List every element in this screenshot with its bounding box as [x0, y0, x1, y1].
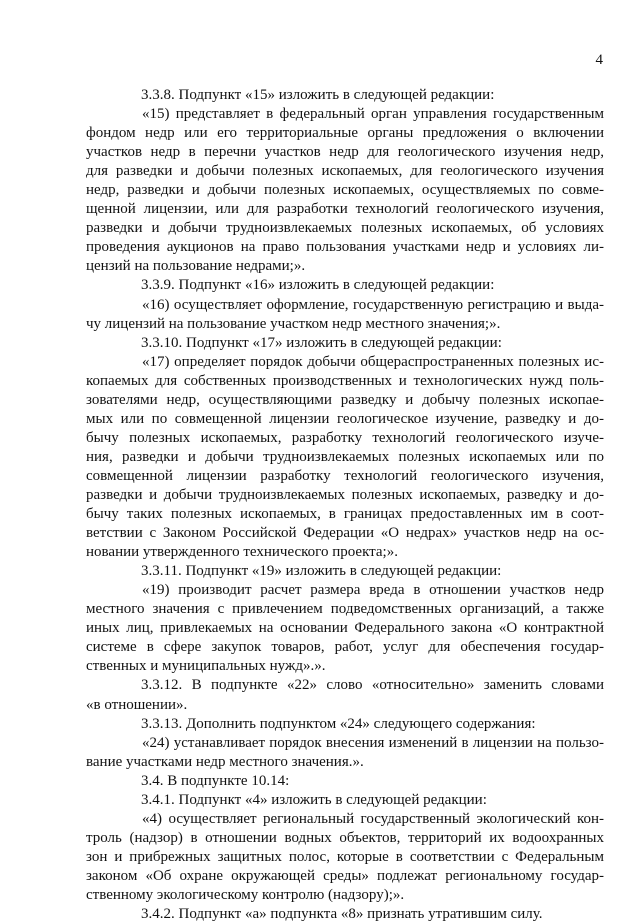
text-line: законом «Об охране окружающей среды» подлежат региональному государ- — [86, 867, 604, 884]
text-line: 3.3.12. В подпункте «22» слово «относительно» заменить словами — [141, 677, 604, 694]
text-line: ния, разведки и добычи трудноизвлекаемых полезных ископаемых или по — [86, 448, 604, 465]
text-line: 3.3.9. Подпункт «16» изложить в следующей редакции: — [141, 277, 495, 294]
text-line: участков недр в перечни участков недр для геологического изучения недр, — [86, 144, 604, 161]
text-line: 3.4.2. Подпункт «а» подпункта «8» признать утратившим силу. — [141, 906, 543, 923]
text-line: «4) осуществляет региональный государственный экологический кон- — [142, 810, 604, 827]
text-line: «в отношении». — [86, 696, 188, 713]
text-line: мых или по совмещенной лицензии геологическое изучение, разведку и до- — [86, 410, 604, 427]
text-line: для разведки и добычи полезных ископаемых, для геологического изучения — [86, 163, 604, 180]
text-line: совмещенной лицензии разработку технологий геологического изучения, — [86, 467, 604, 484]
text-line: чу лицензий на пользование участком недр местного значения;». — [86, 315, 501, 332]
text-line: новании утвержденного технического проекта;». — [86, 544, 398, 561]
text-line: 3.3.11. Подпункт «19» изложить в следующей редакции: — [141, 563, 502, 580]
text-line: троль (надзор) в отношении водных объектов, территорий их водоохранных — [86, 829, 604, 846]
text-line: ственных и муниципальных нужд».». — [86, 658, 326, 675]
text-line: 3.4. В подпункте 10.14: — [141, 772, 290, 789]
text-line: «15) представляет в федеральный орган управления государственным — [142, 106, 604, 123]
text-line: «17) определяет порядок добычи общераспространенных полезных ис- — [142, 353, 604, 370]
text-line: иных лиц, привлекаемых на основании Федерального закона «О контрактной — [86, 620, 604, 637]
text-line: щенной лицензии, или для разработки технологий геологического изучения, — [86, 201, 604, 218]
text-line: «16) осуществляет оформление, государственную регистрацию и выда- — [142, 296, 604, 313]
text-line: разведки и добычи трудноизвлекаемых полезных ископаемых, разведку и до- — [86, 486, 604, 503]
text-line: 3.4.1. Подпункт «4» изложить в следующей редакции: — [141, 791, 487, 808]
text-line: бычу полезных ископаемых, разработку технологий геологического изуче- — [86, 429, 604, 446]
text-line: недр, разведки и добычи полезных ископаемых, осуществляемых по совме- — [86, 182, 604, 199]
document-body — [86, 86, 604, 924]
text-line: «19) производит расчет размера вреда в отношении участков недр — [142, 582, 604, 599]
text-line: ственному экологическому контролю (надзору);». — [86, 886, 405, 903]
text-line: вание участками недр местного значения.». — [86, 753, 364, 770]
text-line: 3.3.10. Подпункт «17» изложить в следующей редакции: — [141, 334, 502, 351]
text-line: 3.3.8. Подпункт «15» изложить в следующей редакции: — [141, 87, 495, 103]
text-line: местного значения с привлечением подведомственных организаций, а также — [86, 601, 604, 618]
text-line: «24) устанавливает порядок внесения изменений в лицензии на пользо- — [142, 734, 604, 751]
text-line: цензий на пользование недрами;». — [86, 258, 306, 275]
text-line: ветствии с Законом Российской Федерации «О недрах» участков недр на ос- — [86, 525, 604, 542]
text-line: копаемых для собственных производственных и технологических нужд поль- — [86, 372, 604, 389]
text-line: 3.3.13. Дополнить подпунктом «24» следующего содержания: — [141, 715, 536, 732]
text-line: фондом недр или его территориальные органы предложения о включении — [86, 125, 604, 142]
text-line: системе в сфере закупок товаров, работ, услуг для обеспечения государ- — [86, 639, 604, 656]
text-line: проведения аукционов на право пользования участками недр и условиях ли- — [86, 239, 604, 256]
text-line: зователями недр, осуществляющими разведку и добычу полезных ископае- — [86, 391, 604, 408]
page-number: 4 — [595, 52, 603, 68]
text-line: разведки и добычи трудноизвлекаемых полезных ископаемых, об условиях — [86, 220, 604, 237]
text-line: зон и прибрежных защитных полос, которые в соответствии с Федеральным — [86, 848, 604, 865]
text-line: бычу таких полезных ископаемых, в границах предоставленных им в соот- — [86, 506, 604, 523]
